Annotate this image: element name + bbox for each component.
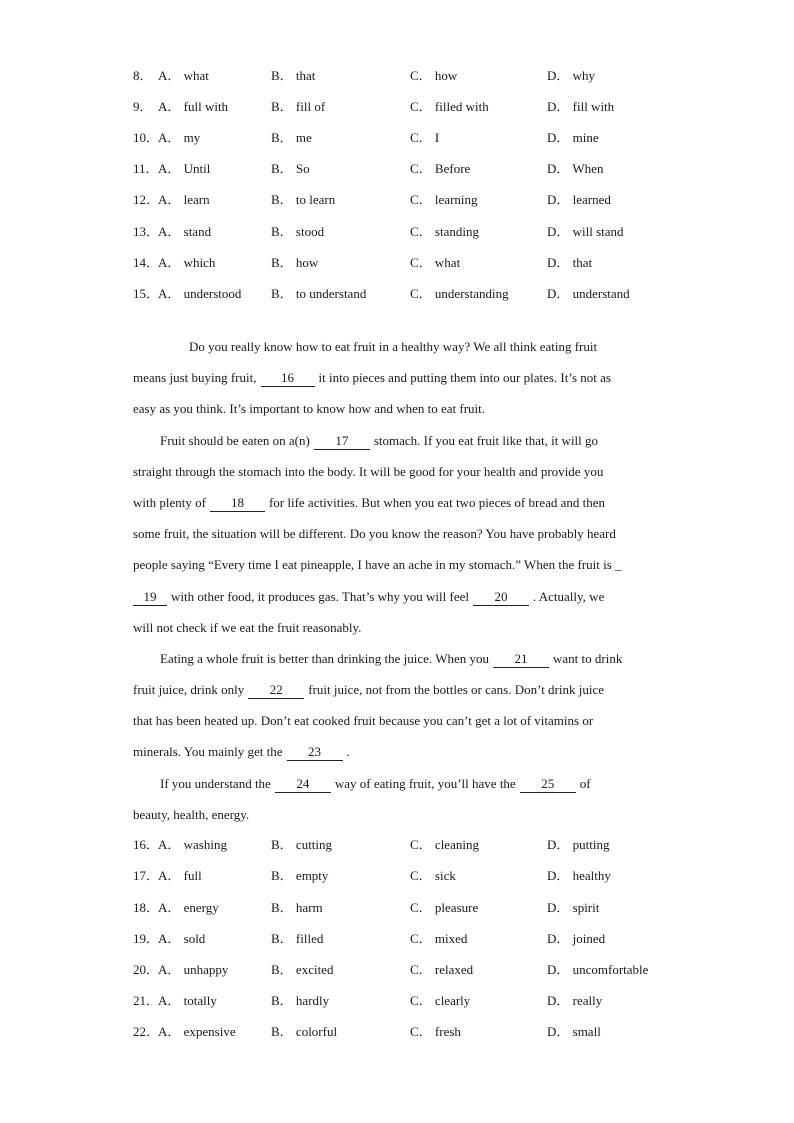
option-a: A． which [158,255,216,270]
option-c: C． standing [410,224,479,239]
passage-text: straight through the stomach into the body. It will be good for your health and provide you [133,463,604,479]
question-number: 14． [133,255,160,270]
option-d: D． really [547,993,603,1008]
passage-line [133,549,663,580]
passage-text: way of eating fruit, you’ll have the [334,775,516,791]
blank-25[interactable]: 25 [520,776,576,793]
passage-text: minerals. You mainly get the [133,744,283,760]
option-d: D． learned [547,192,611,207]
passage-text: some fruit, the situation will be different. Do you know the reason? You have probably heard [133,526,616,542]
question-number: 8． [133,68,153,83]
passage-line [133,799,663,830]
passage-line [133,736,663,767]
option-b: B． to understand [271,286,367,301]
option-b: B． excited [271,962,334,977]
blank-17[interactable]: 17 [314,433,370,450]
passage-text: Fruit should be eaten on a(n) [160,432,310,448]
option-a: A． Until [158,161,211,176]
passage-line [133,581,663,612]
option-d: D． joined [547,931,606,946]
passage-text: beauty, health, energy. [133,806,250,822]
option-d: D． understand [547,286,630,301]
question-number: 9． [133,99,153,114]
option-d: D． small [547,1024,601,1039]
question-number: 19． [133,931,160,946]
option-a: A． expensive [158,1024,236,1039]
option-b: B． colorful [271,1024,338,1039]
option-a: A． washing [158,837,227,852]
option-c: C． pleasure [410,900,479,915]
option-b: B． that [271,68,316,83]
option-d: D． will stand [547,224,624,239]
option-c: C． sick [410,868,456,883]
passage-text: with other food, it produces gas. That’s why you will feel [171,588,469,604]
blank-20[interactable]: 20 [473,589,529,606]
option-c: C． understanding [410,286,509,301]
reading-passage [133,331,663,830]
passage-line [133,643,663,674]
option-a: A． my [158,130,201,145]
option-c: C． learning [410,192,478,207]
option-a: A． understood [158,286,242,301]
blank-18[interactable]: 18 [210,495,265,512]
option-c: C． what [410,255,461,270]
passage-text: Eating a whole fruit is better than drinking the juice. When you [160,650,490,666]
passage-text: with plenty of [133,494,206,510]
passage-line [133,487,663,518]
passage-text: . Actually, we [532,588,605,604]
passage-line [133,362,663,393]
passage-text: If you understand the [160,775,271,791]
option-a: A． energy [158,900,219,915]
option-d: D． putting [547,837,610,852]
option-c: C． clearly [410,993,471,1008]
passage-text: for life activities. But when you eat two pieces of bread and then [268,494,606,510]
option-d: D． uncomfortable [547,962,649,977]
blank-23[interactable]: 23 [287,744,343,761]
option-c: C． Before [410,161,471,176]
option-a: A． what [158,68,209,83]
passage-text: stomach. If you eat fruit like that, it will go [373,432,599,448]
option-b: B． to learn [271,192,336,207]
passage-text: means just buying fruit, [133,370,257,386]
question-number: 10． [133,130,160,145]
passage-text: want to drink [553,650,623,666]
option-b: B． So [271,161,310,176]
option-d: D． mine [547,130,599,145]
question-number: 12． [133,192,160,207]
question-number: 22． [133,1024,160,1039]
passage-text: people saying “Every time I eat pineapple, I have an ache in my stomach.” When the fruit is _ [133,557,622,573]
passage-line [133,612,663,643]
option-c: C． filled with [410,99,489,114]
question-number: 16． [133,837,160,852]
passage-text: Do you really know how to eat fruit in a healthy way? We all think eating fruit [189,339,598,354]
option-c: C． relaxed [410,962,474,977]
option-a: A． stand [158,224,212,239]
option-a: A． sold [158,931,206,946]
option-a: A． full with [158,99,229,114]
blank-16[interactable]: 16 [261,370,315,387]
passage-line [133,674,663,705]
blank-19[interactable]: 19 [133,589,167,606]
blank-21[interactable]: 21 [493,651,549,668]
option-b: B． filled [271,931,324,946]
question-number: 11． [133,161,159,176]
option-d: D． fill with [547,99,615,114]
blank-24[interactable]: 24 [275,776,331,793]
passage-line [133,331,663,362]
option-c: C． I [410,130,440,145]
passage-text: fruit juice, drink only [133,682,245,698]
passage-text: that has been heated up. Don’t eat cooked fruit because you can’t get a lot of vitamins or [133,713,594,729]
passage-line [133,456,663,487]
option-a: A． full [158,868,202,883]
option-b: B． hardly [271,993,330,1008]
passage-text: fruit juice, not from the bottles or cans. Don’t drink juice [308,682,605,698]
question-number: 20． [133,962,160,977]
question-number: 13． [133,224,160,239]
passage-text: will not check if we eat the fruit reasonably. [133,619,362,635]
passage-text: of [579,775,591,791]
option-c: C． fresh [410,1024,461,1039]
question-number: 18． [133,900,160,915]
option-d: D． When [547,161,604,176]
option-d: D． healthy [547,868,611,883]
passage-text: . [346,744,350,760]
passage-line [133,393,663,424]
option-c: C． cleaning [410,837,479,852]
blank-22[interactable]: 22 [248,682,304,699]
question-number: 21． [133,993,160,1008]
option-b: B． how [271,255,319,270]
option-b: B． empty [271,868,329,883]
passage-text: easy as you think. It’s important to know how and when to eat fruit. [133,401,486,417]
passage-line [133,705,663,736]
passage-line [133,768,663,799]
option-b: B． stood [271,224,325,239]
question-number: 15． [133,286,160,301]
option-c: C． how [410,68,458,83]
option-a: A． unhappy [158,962,229,977]
passage-line [133,425,663,456]
question-number: 17． [133,868,160,883]
option-b: B． fill of [271,99,326,114]
option-b: B． me [271,130,312,145]
option-c: C． mixed [410,931,468,946]
option-b: B． cutting [271,837,333,852]
option-a: A． learn [158,192,210,207]
option-b: B． harm [271,900,323,915]
passage-line [133,518,663,549]
option-a: A． totally [158,993,217,1008]
passage-text: it into pieces and putting them into our plates. It’s not as [318,370,611,386]
option-d: D． why [547,68,596,83]
option-d: D． that [547,255,593,270]
option-d: D． spirit [547,900,600,915]
